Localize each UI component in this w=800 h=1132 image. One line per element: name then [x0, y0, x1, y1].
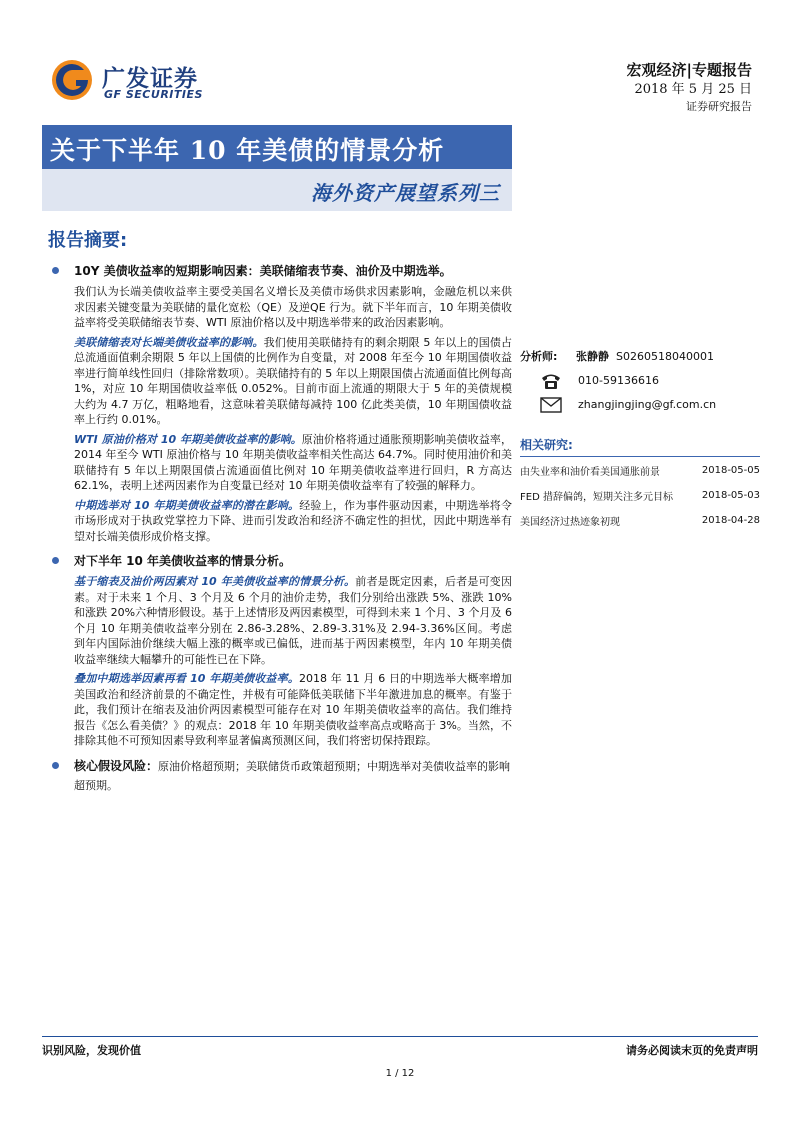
paragraph: 中期选举对 10 年期美债收益率的潜在影响。经验上，作为事件驱动因素，中期选举将令市场形成对于执政党掌控力下降、进而引发政治和经济不确定性的担忧，因此中期选举有望对长端美债形成价格支撑。 [74, 498, 513, 543]
analyst-cert: S0260518040001 [616, 350, 714, 363]
phone-icon [540, 372, 562, 390]
analyst-card [520, 346, 760, 418]
gf-logo-icon [50, 58, 94, 102]
analyst-phone: 010-59136616 [578, 374, 659, 387]
related-item[interactable]: 由失业率和油价看美国通胀前景 2018-05-05 [520, 465, 760, 478]
abstract-body [48, 262, 512, 795]
analyst-name: 张静静 [576, 350, 609, 363]
section-heading: 10Y 美债收益率的短期影响因素：美联储缩表节奏、油价及中期选举。 [48, 262, 512, 280]
paragraph: 我们认为长端美债收益率主要受美国名义增长及美债市场供求因素影响，金融危机以来供求因素关键变量为美联储的量化宽松（QE）及逆QE 行为。就下半年而言，10 年期美债收益率将受美联储缩表节奏、WTI 原油价格以及中期选举带来的政治因素影响。 [74, 285, 512, 329]
analyst-label: 分析师: [520, 350, 558, 363]
analyst-email-row [520, 394, 760, 418]
page-number: 1 / 12 [385, 1068, 415, 1079]
related-heading: 相关研究: [520, 436, 760, 457]
analyst-name-row [520, 346, 760, 370]
report-meta [627, 60, 752, 115]
subtitle-band [42, 169, 512, 211]
analyst-phone-row [520, 370, 760, 394]
related-research [520, 436, 760, 532]
related-item[interactable]: 美国经济过热迹象初现 2018-04-28 [520, 515, 760, 528]
bullet-icon [52, 557, 59, 564]
footer-slogan: 识别风险，发现价值 [42, 1044, 141, 1057]
page-title: 关于下半年 10 年美债的情景分析 [50, 136, 445, 165]
bullet-icon [52, 267, 59, 274]
related-item[interactable]: FED 措辞偏鸽，短期关注多元目标 2018-05-03 [520, 490, 760, 503]
paragraph: 叠加中期选举因素再看 10 年期美债收益率。2018 年 11 月 6 日的中期选举大概率增加美国政治和经济前景的不确定性，并极有可能降低美联储下半年激进加息的概率。有鉴于此，我们预计在缩表及油价两因素模型可能存在对 10 年期美债收益率的高估。我们维持报告《怎么看美债？》的观点：2018 年 10 年期美债收益率高点或略高于 3%。当然，不排除其他不可预知因素导致利率显著偏离预测区间，我们将密切保持跟踪。 [74, 672, 512, 747]
report-dept: 证券研究报告 [686, 100, 752, 113]
analyst-email[interactable]: zhangjingjing@gf.com.cn [578, 398, 717, 411]
page-subtitle: 海外资产展望系列三 [311, 181, 500, 205]
logo-text-cn: 广发证券 [102, 66, 198, 92]
paragraph: WTI 原油价格对 10 年期美债收益率的影响。原油价格将通过通胀预期影响美债收益率，2014 年至今 WTI 原油价格与 10 年期美债收益率相关性高达 64.7%。同时使用油价和美联储持有 5 年以上期限国债占流通面值比例对 10 年期美债收益率进行回归，R 方高达 62.1%，表明上述两因素作为自变量已经对 10 年期美债收益率有了较强的解释力。 [74, 432, 512, 492]
footer-disclaimer: 请务必阅读末页的免责声明 [626, 1044, 758, 1057]
envelope-icon [540, 396, 562, 414]
bullet-icon [52, 762, 59, 769]
paragraph: 基于缩表及油价两因素对 10 年美债收益率的情景分析。前者是既定因素，后者是可变因素。对于未来 1 个月、3 个月及 6 个月的油价走势，我们分别给出涨跌 5%、涨跌 10%和涨跌 20%六种情形假设。基于上述情形及两因素模型，可得到未来 1 个月、3 个月及 6 个月 10 年期美债收益率分别在 2.86-3.28%、2.89-3.31%及 2.94-3.36%区间。考虑到年内国际油价继续大幅上涨的概率或已偏低，进而基于两因素模型，年内 10 年期美债收益率继续大幅攀升的可能性已在下降。 [74, 575, 512, 666]
section-heading: 对下半年 10 年美债收益率的情景分析。 [48, 552, 512, 570]
section-heading: 核心假设风险：原油价格超预期；美联储货币政策超预期；中期选举对美债收益率的影响超预期。 [48, 757, 512, 795]
abstract-heading: 报告摘要: [48, 230, 128, 251]
title-band [42, 125, 512, 169]
footer-divider [42, 1036, 758, 1037]
paragraph: 美联储缩表对长端美债收益率的影响。我们使用美联储持有的剩余期限 5 年以上的国债占总流通面值剩余期限 5 年以上国债的比例作为自变量，对 2008 年至今 10 年期国债收益率进行简单线性回归（排除常数项）。美联储持有的 5 年以上期限国债占流通面值比例每高 1%，对应 10 年期国债收益率低 0.052%。目前市面上流通的期限大于 5 年的美债规模大约为 4.7 万亿，粗略地看，这意味着美联储每减持 100 亿此类美债，10 年期国债收益率上行约 0.01%。 [74, 335, 512, 426]
report-date: 2018 年 5 月 25 日 [634, 82, 752, 97]
company-logo [50, 58, 220, 106]
report-type: 宏观经济|专题报告 [626, 61, 752, 79]
logo-text-en: GF SECURITIES [104, 88, 203, 101]
